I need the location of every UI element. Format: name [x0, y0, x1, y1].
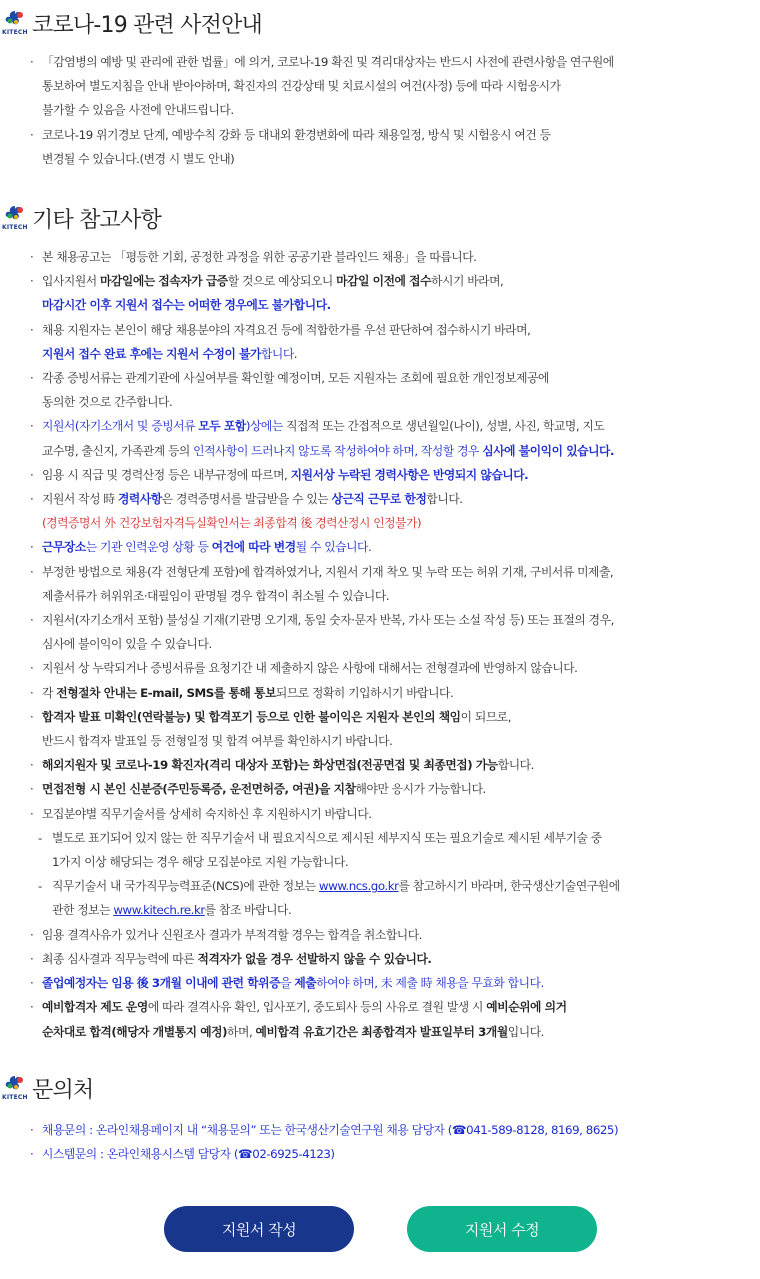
contact-hiring: · 채용문의 : 온라인채용페이지 내 “채용문의” 또는 한국생산기술연구원 채용 담당자 (☎041-589-8128, 8169, 8625) [30, 1123, 619, 1137]
list-item: 변경될 수 있습니다.(변경 시 별도 안내) [42, 151, 235, 166]
covid-notice-list [30, 50, 614, 171]
list-item: 제출서류가 허위위조·대필임이 판명될 경우 합격이 취소될 수 있습니다. [42, 588, 390, 603]
edit-application-button[interactable]: 지원서 수정 [407, 1206, 597, 1252]
list-item: · 임용 결격사유가 있거나 신원조사 결과가 부적격할 경우는 합격을 취소합니다. [30, 927, 422, 942]
list-item: 1가지 이상 해당되는 경우 해당 모집분야로 지원 가능합니다. [52, 855, 349, 870]
list-item: 관한 정보는 www.kitech.re.kr를 참조 바랍니다. [52, 903, 292, 918]
list-item: · 해외지원자 및 코로나-19 확진자(격리 대상자 포함)는 화상면접(전공면접 및 최종면접) 가능합니다. [30, 758, 534, 773]
list-item: · 지원서(자기소개서 포함) 불성실 기재(기관명 오기재, 동일 숫자·문자 반복, 가사 또는 소설 작성 등) 또는 표절의 경우, [30, 613, 614, 628]
phone-icon: ☎ [238, 1147, 253, 1161]
section-header-covid [2, 8, 262, 39]
list-item: 지원서 접수 완료 후에는 지원서 수정이 불가합니다. [42, 346, 298, 361]
list-item: · 지원서(자기소개서 및 증빙서류 모두 포함)상에는 직접적 또는 간접적으로 생년월일(나이), 성별, 사진, 학교명, 지도 [30, 419, 605, 434]
list-item: 동의한 것으로 간주합니다. [42, 395, 173, 410]
list-item: (경력증명서 外 건강보험자격득실확인서는 최종합격 後 경력산정시 인정불가) [42, 516, 422, 531]
list-item: - 별도로 표기되어 있지 않는 한 직무기술서 내 필요지식으로 제시된 세부지식 또는 필요기술로 제시된 세부기술 중 [38, 830, 602, 845]
list-item: · 예비합격자 제도 운영에 따라 결격사유 확인, 입사포기, 중도퇴사 등의 사유로 결원 발생 시 예비순위에 의거 [30, 1000, 567, 1015]
list-item: - 직무기술서 내 국가직무능력표준(NCS)에 관한 정보는 www.ncs.go.kr를 참고하시기 바라며, 한국생산기술연구원에 [38, 879, 620, 894]
list-item: 불가할 수 있음을 사전에 안내드립니다. [42, 103, 234, 118]
list-item: · 합격자 발표 미확인(연락불능) 및 합격포기 등으로 인한 불이익은 지원자 본인의 책임이 되므로, [30, 709, 512, 724]
list-item: 통보하여 별도지침을 안내 받아야하며, 확진자의 건강상태 및 치료시설의 여건(사정) 등에 따라 시험응시가 [42, 79, 561, 94]
list-item: 마감시간 이후 지원서 접수는 어떠한 경우에도 불가합니다. [42, 298, 331, 313]
list-item: · 본 채용공고는 「평등한 기회, 공정한 과정을 위한 공공기관 블라인드 채용」을 따릅니다. [30, 250, 477, 264]
list-item: · 근무장소는 기관 인력운영 상황 등 여건에 따라 변경될 수 있습니다. [30, 540, 372, 555]
list-item: · 부정한 방법으로 채용(각 전형단계 포함)에 합격하였거나, 지원서 기재 착오 및 누락 또는 허위 기재, 구비서류 미제출, [30, 564, 614, 579]
etc-notice-list [30, 245, 620, 1044]
list-item: 심사에 불이익이 있을 수 있습니다. [42, 637, 212, 652]
section-header-etc [2, 203, 161, 234]
list-item: · 채용 지원자는 본인이 해당 채용분야의 자격요건 등에 적합한가를 우선 판단하여 접수하시기 바라며, [30, 322, 531, 337]
list-item: 순차대로 합격(해당자 개별통지 예정)하며, 예비합격 유효기간은 최종합격자 발표일부터 3개월입니다. [42, 1024, 544, 1039]
list-item: 반드시 합격자 발표일 등 전형일정 및 합격 여부를 확인하시기 바랍니다. [42, 734, 393, 749]
section-title: 코로나-19 관련 사전안내 [32, 13, 262, 38]
phone-icon: ☎ [451, 1123, 467, 1137]
kitech-logo-icon: KITECH [2, 204, 28, 234]
list-item: · 최종 심사결과 직무능력에 따른 적격자가 없을 경우 선발하지 않을 수 있습니다. [30, 951, 432, 966]
ncs-link[interactable]: www.ncs.go.kr [318, 879, 399, 894]
list-item: · 각종 증빙서류는 관계기관에 사실여부를 확인할 예정이며, 모든 지원자는 조회에 필요한 개인정보제공에 [30, 371, 549, 386]
kitech-logo-icon: KITECH [2, 9, 28, 39]
write-application-button[interactable]: 지원서 작성 [164, 1206, 354, 1252]
list-item: · 「감염병의 예방 및 관리에 관한 법률」에 의거, 코로나-19 확진 및 격리대상자는 반드시 사전에 관련사항을 연구원에 [30, 55, 614, 69]
list-item: · 각 전형절차 안내는 E-mail, SMS를 통해 통보되므로 정확히 기입하시기 바랍니다. [30, 685, 454, 700]
list-item: · 코로나-19 위기경보 단계, 예방수칙 강화 등 대내외 환경변화에 따라 채용일정, 방식 및 시험응시 여건 등 [30, 127, 551, 142]
list-item: · 졸업예정자는 임용 後 3개월 이내에 관련 학위증을 제출하여야 하며, 未 제출 時 채용을 무효화 합니다. [30, 976, 544, 991]
contact-system: · 시스템문의 : 온라인채용시스템 담당자 (☎02-6925-4123) [30, 1147, 335, 1161]
section-title: 기타 참고사항 [32, 208, 161, 233]
contact-list [30, 1118, 618, 1166]
list-item: · 지원서 작성 時 경력사항은 경력증명서를 발급받을 수 있는 상근직 근무로 한정합니다. [30, 492, 463, 507]
list-item: · 임용 시 직급 및 경력산정 등은 내부규정에 따르며, 지원서상 누락된 경력사항은 반영되지 않습니다. [30, 467, 529, 482]
section-title: 문의처 [32, 1078, 94, 1103]
list-item: · 지원서 상 누락되거나 증빙서류를 요청기간 내 제출하지 않은 사항에 대해서는 전형결과에 반영하지 않습니다. [30, 661, 578, 676]
list-item: 교수명, 출신지, 가족관계 등의 인적사항이 드러나지 않도록 작성하여야 하며, 작성할 경우 심사에 불이익이 있습니다. [42, 443, 615, 458]
kitech-link[interactable]: www.kitech.re.kr [113, 903, 205, 918]
list-item: · 모집분야별 직무기술서를 상세히 숙지하신 후 지원하시기 바랍니다. [30, 806, 372, 821]
list-item: · 입사지원서 마감일에는 접속자가 급증할 것으로 예상되오니 마감일 이전에 접수하시기 바라며, [30, 274, 504, 289]
list-item: · 면접전형 시 본인 신분증(주민등록증, 운전면허증, 여권)을 지참해야만 응시가 가능합니다. [30, 782, 486, 797]
kitech-logo-icon: KITECH [2, 1074, 28, 1104]
section-header-contact [2, 1073, 93, 1104]
